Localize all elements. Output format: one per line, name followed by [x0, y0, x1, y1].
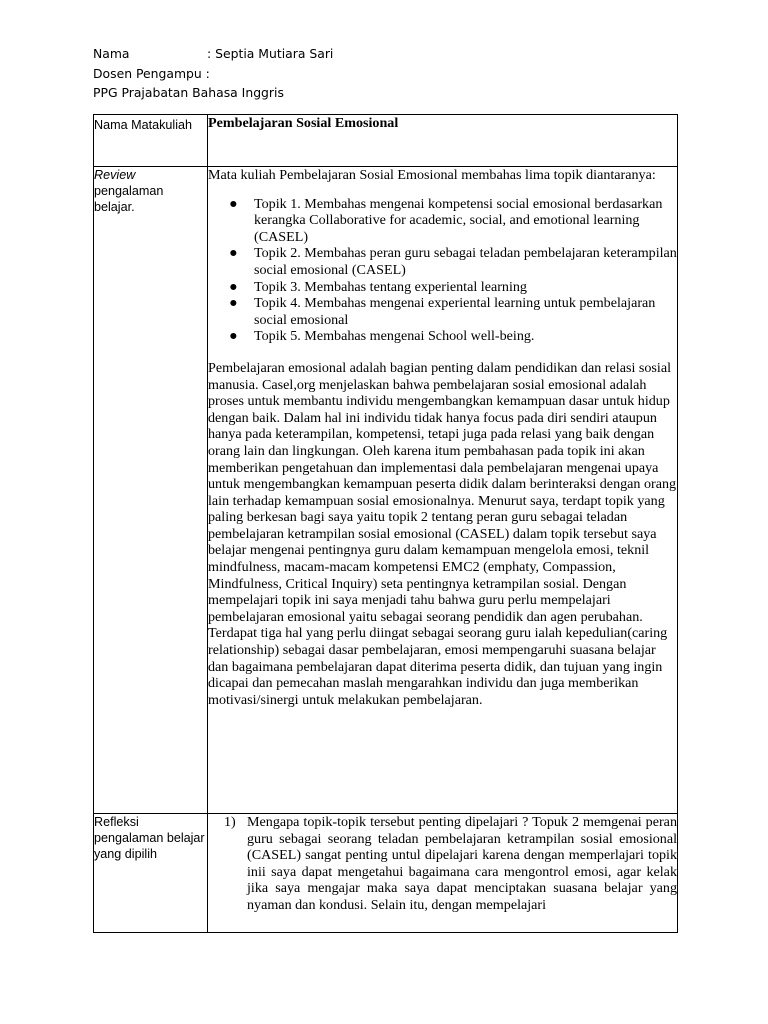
bullet-icon: ● [229, 245, 238, 262]
topic-text: Topik 3. Membahas tentang experiental learning [254, 278, 527, 295]
course-name-label-cell [94, 115, 208, 167]
review-intro: Mata kuliah Pembelajaran Sosial Emosional membahas lima topik diantaranya: [208, 167, 656, 183]
program-row [93, 83, 333, 103]
document-header [93, 44, 333, 103]
review-label-italic: Review [94, 168, 136, 182]
topic-item [229, 295, 677, 328]
reflection-item [208, 814, 677, 914]
course-name-value-cell [208, 115, 678, 167]
name-label: Nama [93, 46, 130, 61]
bullet-icon: ● [229, 328, 238, 345]
review-label-cell [94, 167, 208, 814]
review-row [94, 167, 678, 814]
topic-list [208, 196, 677, 345]
course-name-value: Pembelajaran Sosial Emosional [208, 115, 399, 131]
program-name: PPG Prajabatan Bahasa Inggris [93, 85, 284, 101]
review-paragraph: Pembelajaran emosional adalah bagian penting dalam pendidikan dan relasi sosial manusia. Casel,org menjelaskan bahwa pembelajaran sosial emosional adalah proses untuk membantu individu mengembangkan kemampuan dasar untuk hidup dengan baik. Dalam hal ini individu tidak hanya focus pada diri sendiri ataupun hanya pada keterampilan, kompetensi, tetapi juga pada relasi yang baik dengan orang lain dan lingkungan. Oleh karena itum pembahasan pada topik ini akan memberikan pengetahuan dan implementasi dala pembelajaran mengenai upaya untuk mengembangkan kemampuan peserta didik dalam berinteraksi dengan orang lain terhadap kemampuan sosial emosionalnya. Menurut saya, terdapt topik yang paling berkesan bagi saya yaitu topik 2 tentang peran guru sebagai teladan pembelajaran ketrampilan sosial emosional (CASEL) dalam topik tersebut saya belajar mengenai pentingnya guru dalam kemampuan mengelola emosi, teknil mindfulness, macam-macam kompetensi EMC2 (emphaty, Compassion, Mindfulness, Critical Inquiry) seta pentingnya ketrampilan sosial. Dengan mempelajari topik ini saya menjadi tahu bahwa guru perlu mempelajari pembelajaran emosional yaitu sebagai seorang pendidik dan agen perubahan. Terdapat tiga hal yang perlu diingat sebagai seorang guru ialah kepedulian(caring relationship) sebagai dasar pembelajaran, emosi mempengaruhi suasana belajar dan bagaimana pembelajaran dapat diterima peserta didik, dan tujuan yang ingin dicapai dan pemecahan maslah mengarahkan individu dan juga memberikan motivasi/sinergi untuk melakukan pembelajaran. [208, 359, 677, 708]
bullet-icon: ● [229, 195, 238, 212]
lecturer-label: Dosen Pengampu : [93, 65, 210, 81]
reflection-item-number: 1) [224, 814, 236, 830]
topic-item [229, 278, 677, 296]
reflection-label-cell [94, 814, 208, 933]
reflection-item-text: Mengapa topik-topik tersebut penting dipelajari ? Topuk 2 memgenai peran guru sebagai seorang teladan pembelajaran ketrampilan sosial emosional (CASEL) sangat penting untul dipelajari karena dengan memperlajari topik inii saya dapat mengetahui bagaimana cara mengontrol emosi, agar kelak jika saya mengajar maka saya dapat menciptakan suasana belajar yang nyaman dan kondusi. Selain itu, dengan mempelajari [247, 814, 677, 913]
topic-text: Topik 2. Membahas peran guru sebagai teladan pembelajaran keterampilan social emosional (CASEL) [254, 245, 677, 278]
bullet-icon: ● [229, 295, 238, 312]
topic-text: Topik 5. Membahas mengenai School well-being. [254, 328, 535, 345]
bullet-icon: ● [229, 278, 238, 295]
reflection-body-cell [208, 814, 678, 933]
name-value: : Septia Mutiara Sari [207, 46, 334, 61]
review-label-rest: pengalaman belajar. [94, 184, 164, 214]
review-body-cell [208, 167, 678, 814]
course-review-table [93, 114, 678, 933]
topic-text: Topik 4. Membahas mengenai experiental learning untuk pembelajaran social emosional [254, 295, 656, 328]
reflection-row [94, 814, 678, 933]
reflection-label: Refleksi pengalaman belajar yang dipilih [94, 815, 205, 861]
course-name-row [94, 115, 678, 167]
topic-item [229, 245, 677, 278]
topic-item [229, 328, 677, 345]
course-name-label: Nama Matakuliah [94, 118, 192, 132]
name-row [93, 44, 333, 64]
topic-text: Topik 1. Membahas mengenai kompetensi social emosional berdasarkan kerangka Collaborative for academic, social, and emotional learning (CASEL) [254, 195, 663, 245]
lecturer-row [93, 64, 333, 84]
topic-item [229, 195, 677, 246]
